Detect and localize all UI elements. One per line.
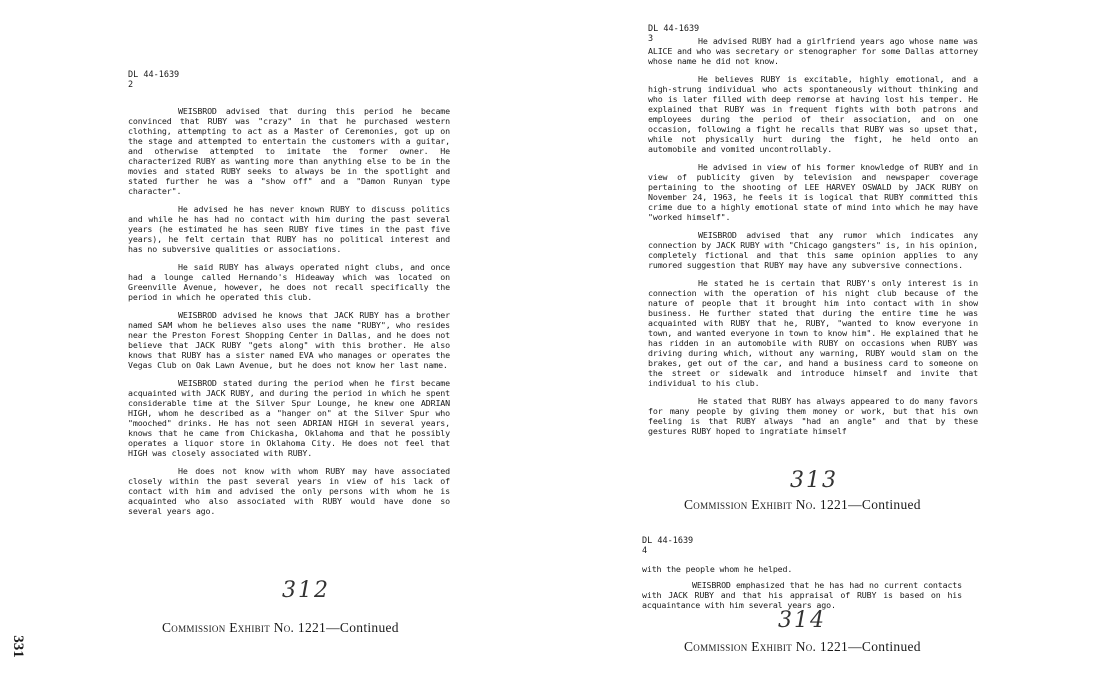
paragraph: He advised in view of his former knowledge of RUBY and in view of publicity given by television and newspaper coverage pertaining to the shooting of LEE HARVEY OSWALD by JACK RUBY on November 24, 1963, he feels it is logical that RUBY committed this crime due to a highly emotional state of mind into which he may have "worked himself". xyxy=(648,162,978,222)
paragraph: He said RUBY has always operated night clubs, and once had a lounge called Hernando's Hideaway which was located on Greenville Avenue, however, he does not recall specifically the period in which he operated this club. xyxy=(128,262,450,302)
side-page-number: 331 xyxy=(9,635,26,658)
paragraph: WEISBROD advised that during this period he became convinced that RUBY was "crazy" in that he purchased western clothing, attempting to act as a Master of Ceremonies, got up on the stage and attempted to entertain the customers with a guitar, and otherwise attempted to imitate the former owner. He characterized RUBY as wanting more than anything else to be in the movies and stated RUBY seeks to always be in the spotlight and stated further he was a "show off" and a "Damon Runyan type character". xyxy=(128,106,450,196)
paragraph: He stated he is certain that RUBY's only interest is in connection with the operation of his night club because of the nature of people that it brought him into contact with in show business. He further stated that during the entire time he was acquainted with RUBY that he, RUBY, "wanted to know everyone in town, and wanted everyone in town to know him". He explained that he has ridden in an automobile with RUBY on occasions when RUBY was driving during which, without any warning, RUBY would slam on the brakes, get out of the car, and hand a business card to someone on the street or sidewalk and introduce himself and invite that individual to his club. xyxy=(648,278,978,388)
page-number: 2 xyxy=(128,80,134,90)
paragraph: WEISBROD stated during the period when he first became acquainted with JACK RUBY, and during the period in which he spent considerable time at the Silver Spur Lounge, he knew one ADRIAN HIGH, whom he described as a "hanger on" at the Silver Spur who "mooched" drinks. He has not seen ADRIAN HIGH in several years, knows that he came from Chickasha, Oklahoma and that he possibly operates a liquor store in Oklahoma City. He does not feel that HIGH was closely associated with RUBY. xyxy=(128,378,450,458)
paragraph: He believes RUBY is excitable, highly emotional, and a high-strung individual who acts spontaneously without thinking and who is later filled with deep remorse at having lost his temper. He explained that RUBY was in frequent fights with both patrons and employees during the period of their association, and on one occasion, following a fight he recalls that RUBY was so upset that, while not physically hurt during the fight, he held onto an automobile and vomited uncontrollably. xyxy=(648,74,978,154)
file-number: DL 44-1639 xyxy=(648,24,700,34)
file-number: DL 44-1639 xyxy=(128,70,180,80)
paragraph: with the people whom he helped. xyxy=(642,564,793,574)
document-page-2 xyxy=(128,70,450,524)
handwritten-page-number: 312 xyxy=(282,578,330,603)
handwritten-page-number: 313 xyxy=(790,468,838,493)
document-page-4 xyxy=(642,536,962,618)
paragraph: He advised RUBY had a girlfriend years ago whose name was ALICE and who was secretary or stenographer for some Dallas attorney whose name he did not know. xyxy=(648,36,978,66)
page-number: 4 xyxy=(642,546,648,556)
paragraph: He stated that RUBY has always appeared to do many favors for many people by giving them money or work, but that his own feeling is that RUBY always "had an angle" and that by these gestures RUBY hoped to ingratiate himself xyxy=(648,396,978,436)
handwritten-page-number: 314 xyxy=(778,608,826,633)
page-number: 3 xyxy=(648,34,654,44)
exhibit-caption: Commission Exhibit No. 1221—Continued xyxy=(684,497,921,512)
exhibit-caption: Commission Exhibit No. 1221—Continued xyxy=(684,639,921,654)
document-page-3 xyxy=(648,24,978,436)
paragraph: WEISBROD advised that any rumor which indicates any connection by JACK RUBY with "Chicago gangsters" is, in his opinion, completely fictional and that this same opinion applies to any rumored suggestion that RUBY may have any subversive connections. xyxy=(648,230,978,270)
paragraph: WEISBROD emphasized that he has had no current contacts with JACK RUBY and that his appraisal of RUBY is based on his acquaintance with him several years ago. xyxy=(642,580,962,610)
paragraph: He does not know with whom RUBY may have associated closely within the past several years in view of his lack of contact with him and advised the only persons with whom he is acquainted who also associated with RUBY would have done so several years ago. xyxy=(128,466,450,516)
file-number: DL 44-1639 xyxy=(642,536,694,546)
paragraph: WEISBROD advised he knows that JACK RUBY has a brother named SAM whom he believes also uses the name "RUBY", who resides near the Preston Forest Shopping Center in Dallas, and he does not believe that JACK RUBY "gets along" with this brother. He also knows that RUBY has a sister named EVA who manages or operates the Vegas Club on Oak Lawn Avenue, but he does not know her last name. xyxy=(128,310,450,370)
paragraph: He advised he has never known RUBY to discuss politics and while he has had no contact with him during the past several years (he estimated he has seen RUBY five times in the past five years), he felt certain that RUBY has no political interest and has no subversive qualities or associations. xyxy=(128,204,450,254)
exhibit-caption: Commission Exhibit No. 1221—Continued xyxy=(162,620,399,635)
